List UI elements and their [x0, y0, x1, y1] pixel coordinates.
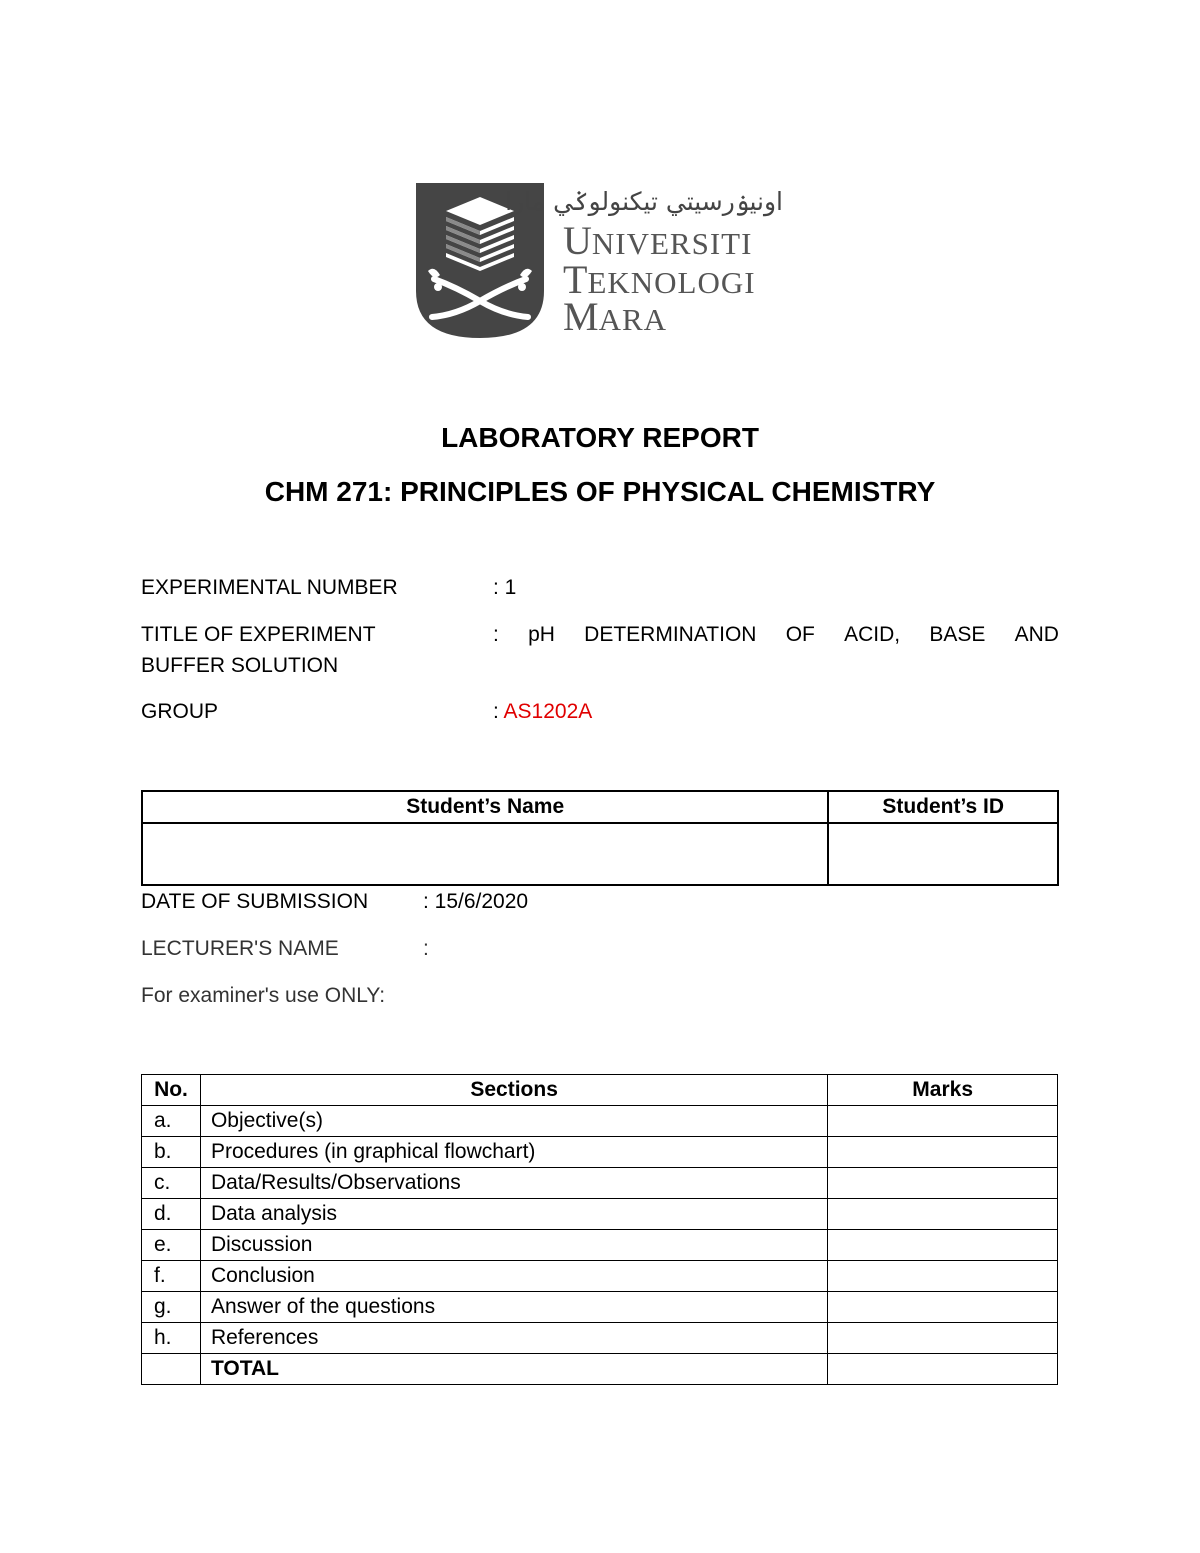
table-row — [142, 1137, 1058, 1168]
sections-header: Sections — [200, 1075, 827, 1106]
title-word: ACID, — [844, 623, 901, 646]
university-logo — [416, 183, 786, 338]
report-title: LABORATORY REPORT — [441, 422, 759, 453]
lecturer-name-label: LECTURER'S NAME — [141, 937, 339, 960]
row-marks-cell[interactable] — [828, 1106, 1058, 1137]
row-marks-cell[interactable] — [828, 1230, 1058, 1261]
row-number: d. — [142, 1199, 201, 1230]
row-number: h. — [142, 1323, 201, 1354]
total-number-cell — [142, 1354, 201, 1385]
logo-line-teknologi: TEKNOLOGI — [563, 257, 756, 302]
marks-table — [141, 1074, 1058, 1385]
group-value: : AS1202A — [493, 700, 593, 723]
examiner-note: For examiner's use ONLY: — [141, 984, 386, 1007]
title-word: : — [493, 623, 499, 646]
logo-line-universiti: UNIVERSITI — [563, 218, 753, 263]
student-table — [141, 790, 1059, 886]
table-row — [142, 1292, 1058, 1323]
row-section: Data/Results/Observations — [200, 1168, 827, 1199]
experiment-title-continuation: BUFFER SOLUTION — [141, 654, 339, 677]
row-number: f. — [142, 1261, 201, 1292]
row-marks-cell[interactable] — [828, 1292, 1058, 1323]
title-word: pH — [528, 623, 555, 646]
total-row — [142, 1354, 1058, 1385]
table-row — [142, 1230, 1058, 1261]
student-id-cell[interactable] — [828, 823, 1058, 885]
experiment-title-label: TITLE OF EXPERIMENT — [141, 623, 376, 646]
experiment-number-value: : 1 — [493, 576, 517, 599]
submission-date-value: : 15/6/2020 — [423, 890, 529, 913]
row-marks-cell[interactable] — [828, 1168, 1058, 1199]
row-marks-cell[interactable] — [828, 1199, 1058, 1230]
title-word: AND — [1014, 623, 1059, 646]
university-name-lettering — [505, 183, 786, 339]
lecturer-name-value: : — [423, 937, 429, 960]
table-row — [142, 1168, 1058, 1199]
row-section: Objective(s) — [200, 1106, 827, 1137]
row-number: a. — [142, 1106, 201, 1137]
group-label: GROUP — [141, 700, 219, 723]
course-title: CHM 271: PRINCIPLES OF PHYSICAL CHEMISTRY — [264, 476, 936, 507]
logo-line-mara: MARA — [563, 294, 668, 339]
jawi-script-name: اونيۏرسيتي تيكنولوݢي مارا — [505, 187, 783, 216]
row-section: References — [200, 1323, 827, 1354]
row-number: c. — [142, 1168, 201, 1199]
row-number: e. — [142, 1230, 201, 1261]
no-header: No. — [142, 1075, 201, 1106]
row-marks-cell[interactable] — [828, 1137, 1058, 1168]
experiment-number-label: EXPERIMENTAL NUMBER — [141, 576, 398, 599]
group-code: AS1202A — [503, 700, 593, 723]
table-row — [142, 1323, 1058, 1354]
title-word: BASE — [929, 623, 986, 646]
marks-header: Marks — [828, 1075, 1058, 1106]
total-marks-cell[interactable] — [828, 1354, 1058, 1385]
student-name-cell[interactable] — [142, 823, 828, 885]
row-marks-cell[interactable] — [828, 1323, 1058, 1354]
title-word: DETERMINATION — [584, 623, 757, 646]
experiment-title-value — [493, 620, 1059, 650]
row-marks-cell[interactable] — [828, 1261, 1058, 1292]
total-label: TOTAL — [200, 1354, 827, 1385]
title-word: OF — [785, 623, 815, 646]
row-number: g. — [142, 1292, 201, 1323]
table-row — [142, 1199, 1058, 1230]
student-id-header: Student’s ID — [828, 791, 1058, 823]
table-row — [142, 1261, 1058, 1292]
student-name-header: Student’s Name — [142, 791, 828, 823]
row-section: Answer of the questions — [200, 1292, 827, 1323]
submission-date-label: DATE OF SUBMISSION — [141, 890, 369, 913]
table-row — [142, 1106, 1058, 1137]
row-section: Conclusion — [200, 1261, 827, 1292]
row-section: Discussion — [200, 1230, 827, 1261]
row-section: Data analysis — [200, 1199, 827, 1230]
row-number: b. — [142, 1137, 201, 1168]
row-section: Procedures (in graphical flowchart) — [200, 1137, 827, 1168]
